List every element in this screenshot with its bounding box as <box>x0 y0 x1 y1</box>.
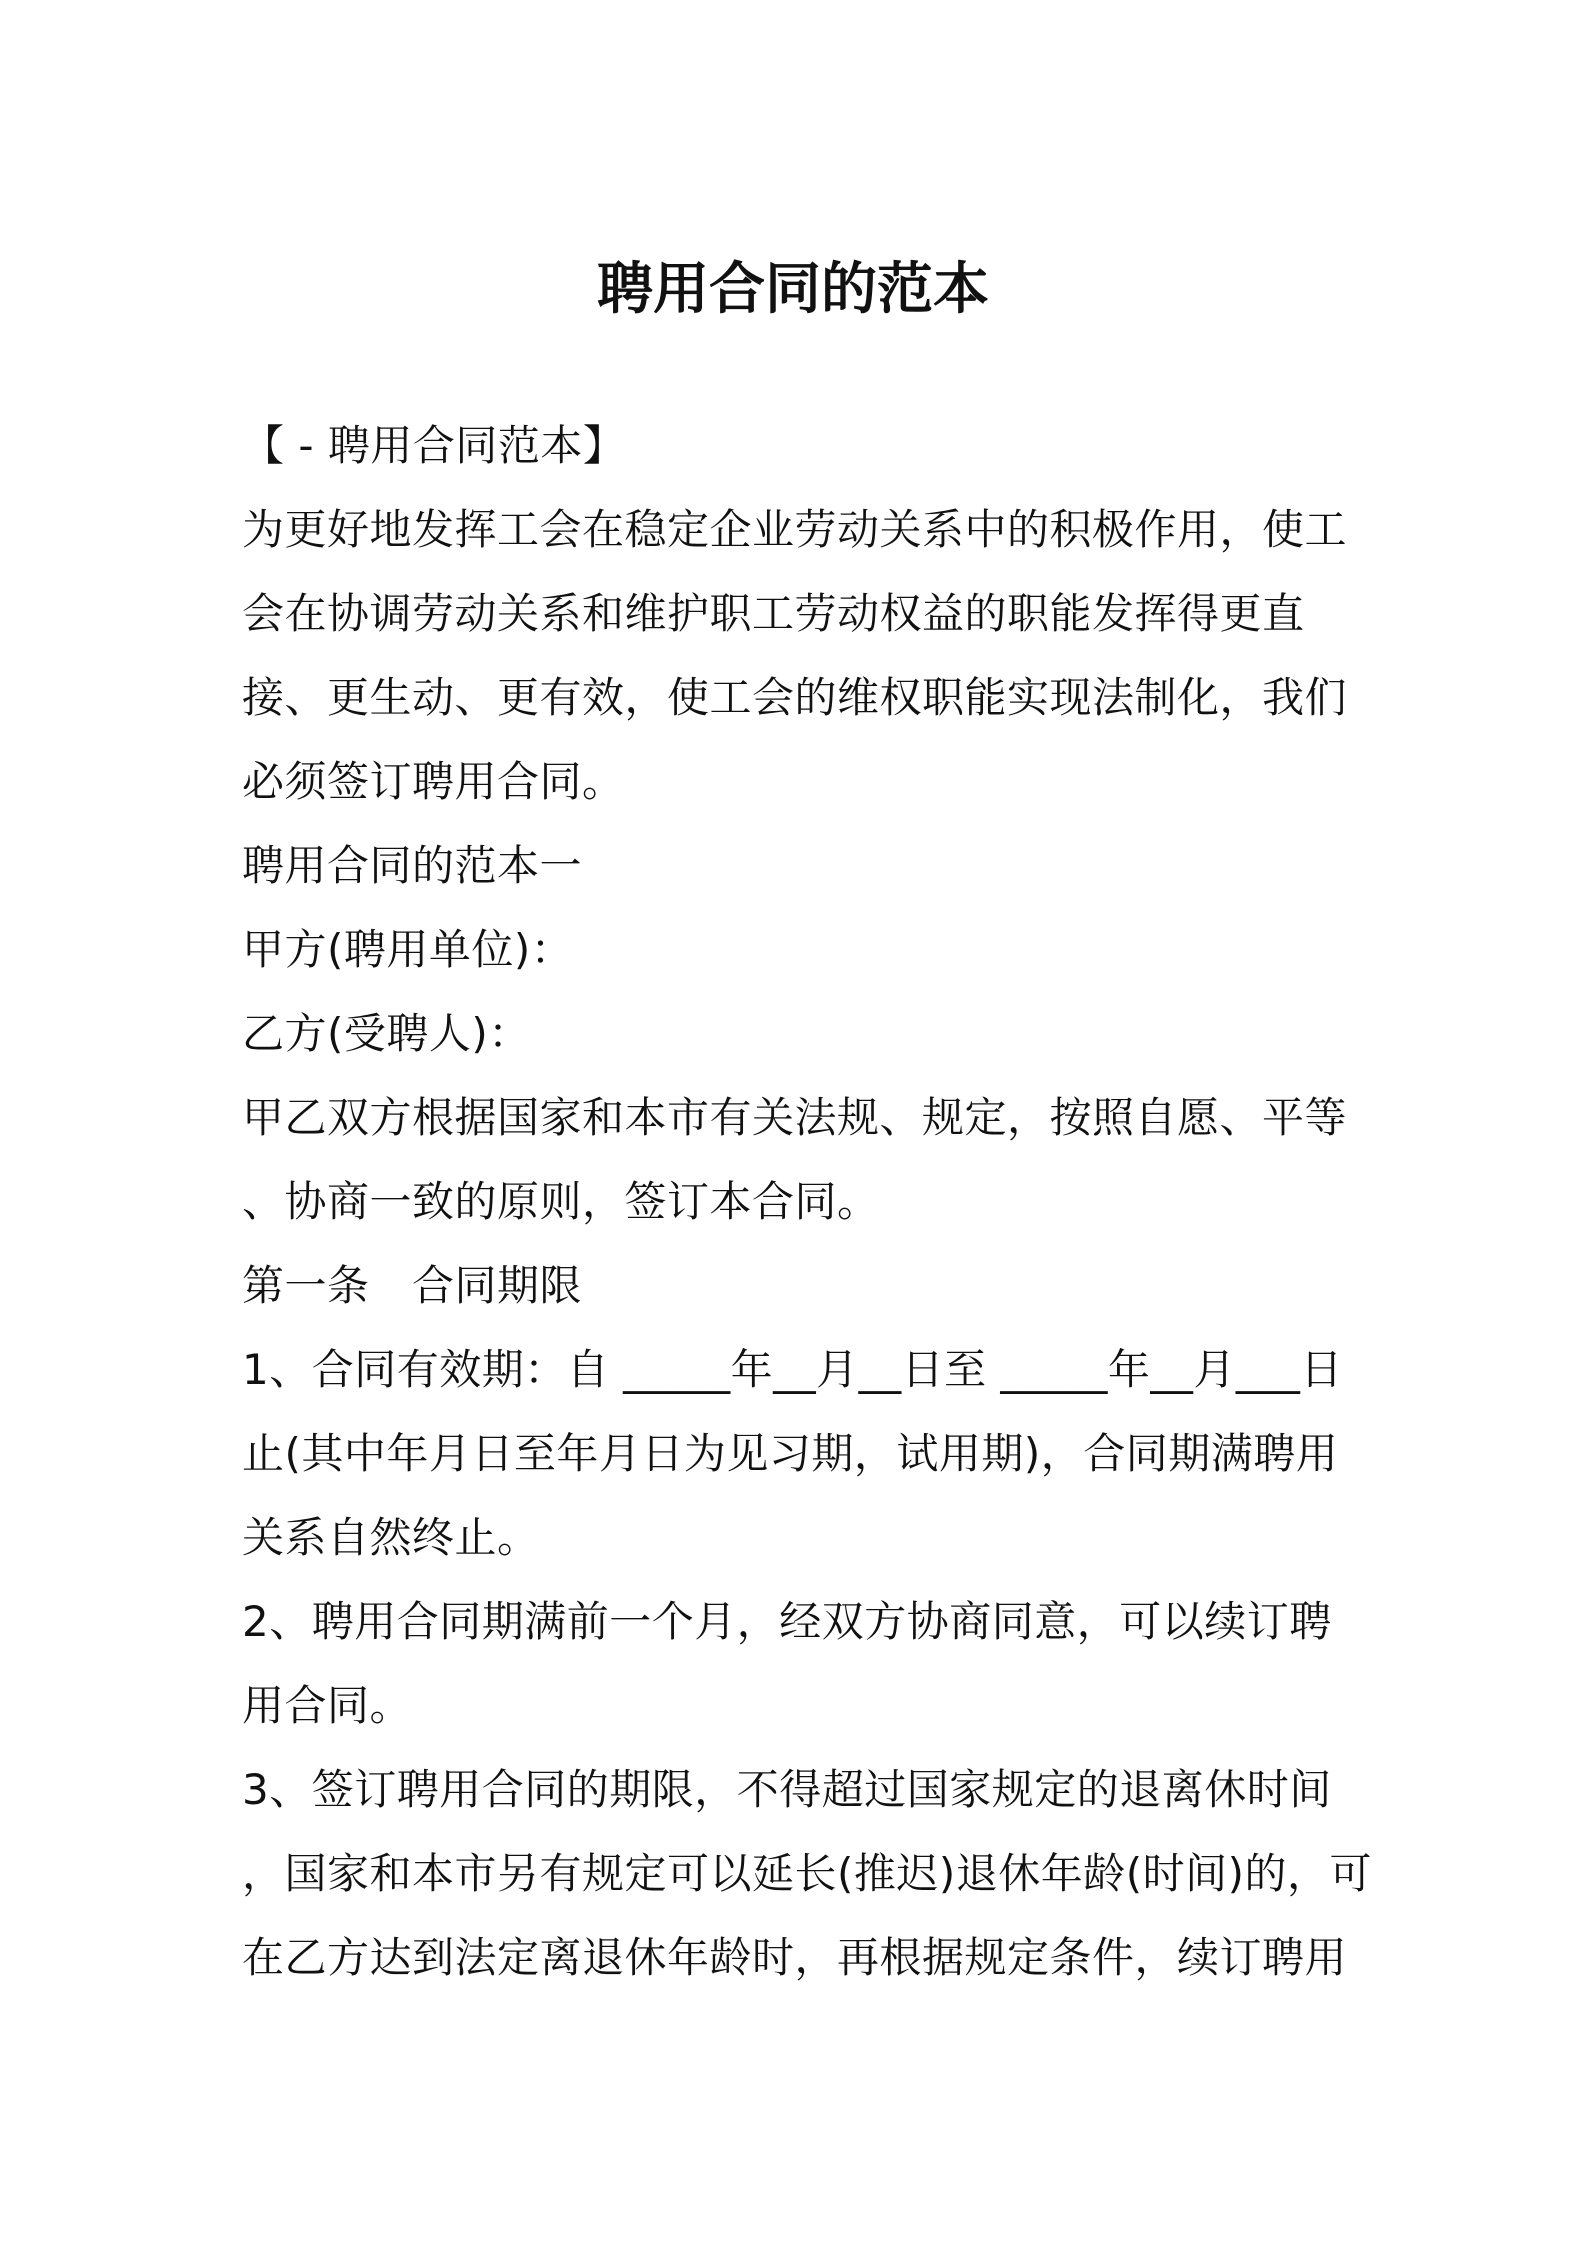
text-line: 1、合同有效期：自 _____年__月__日至 _____年__月___日 <box>242 1345 1343 1394</box>
text-line: 会在协调劳动关系和维护职工劳动权益的职能发挥得更直 <box>242 589 1305 638</box>
text-line: 用合同。 <box>242 1681 413 1730</box>
text-line: 3、签订聘用合同的期限，不得超过国家规定的退离休时间 <box>242 1765 1332 1814</box>
text-line: 止(其中年月日至年月日为见习期，试用期)，合同期满聘用 <box>242 1429 1339 1478</box>
text-line: 为更好地发挥工会在稳定企业劳动关系中的积极作用，使工 <box>242 505 1348 554</box>
text-line: 必须签订聘用合同。 <box>242 757 625 806</box>
text-line: 关系自然终止。 <box>242 1513 540 1562</box>
text-line: ，国家和本市另有规定可以延长(推迟)退休年龄(时间)的，可 <box>242 1849 1373 1898</box>
document-title: 聘用合同的范本 <box>597 257 989 322</box>
document-body <box>242 404 1373 2000</box>
text-line: 甲乙双方根据国家和本市有关法规、规定，按照自愿、平等 <box>242 1093 1348 1142</box>
text-line: 甲方(聘用单位)： <box>242 925 574 974</box>
text-line: 聘用合同的范本一 <box>242 841 583 890</box>
text-line: 乙方(受聘人)： <box>242 1009 531 1058</box>
text-line: 、协商一致的原则，签订本合同。 <box>242 1177 880 1226</box>
text-line: 2、聘用合同期满前一个月，经双方协商同意，可以续订聘 <box>242 1597 1332 1646</box>
text-line: 第一条 合同期限 <box>242 1261 583 1310</box>
text-line: 接、更生动、更有效，使工会的维权职能实现法制化，我们 <box>242 673 1348 722</box>
text-line: 【 - 聘用合同范本】 <box>242 421 626 470</box>
text-line: 在乙方达到法定离退休年龄时，再根据规定条件，续订聘用 <box>242 1933 1348 1982</box>
